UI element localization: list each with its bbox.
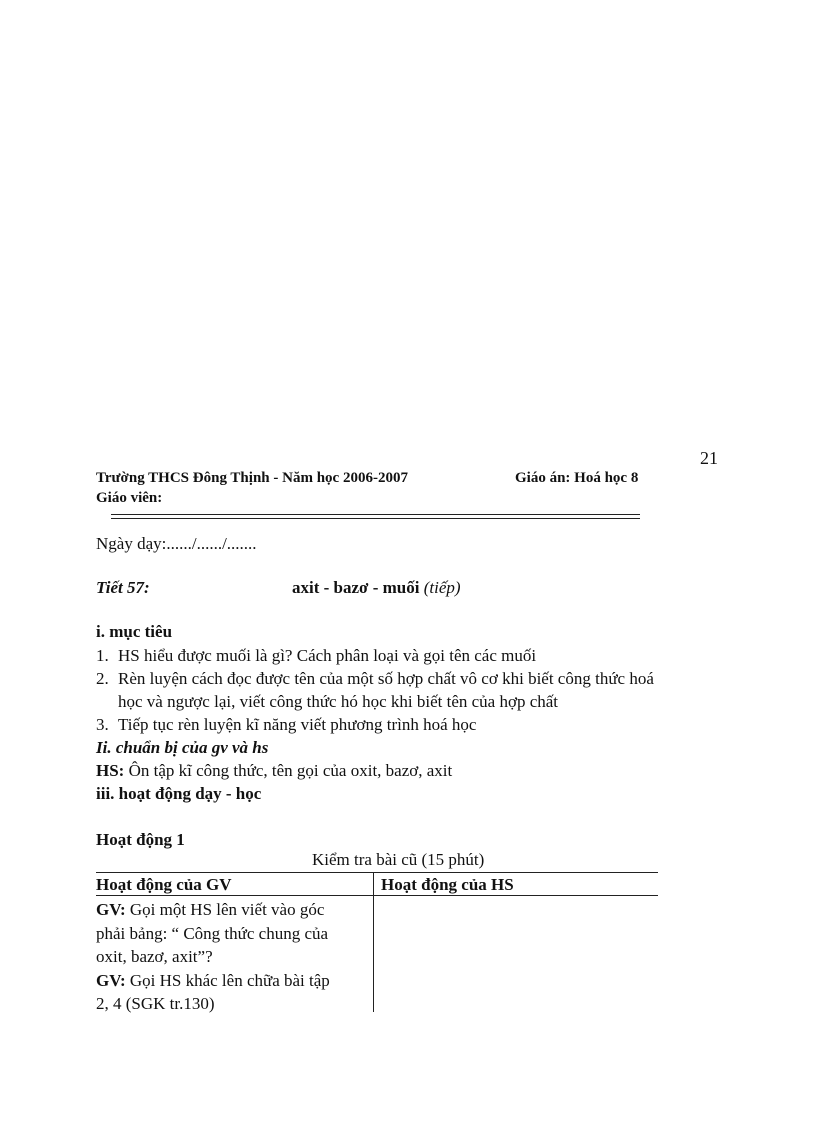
header-teacher: Giáo viên: bbox=[96, 490, 163, 506]
objective-text: Tiếp tục rèn luyện kĩ năng viết phương trình hoá học bbox=[118, 715, 477, 734]
section-preparation-heading: Ii. chuẩn bị của gv và hs bbox=[96, 738, 269, 757]
table-column-divider bbox=[373, 872, 374, 1012]
gv-line bbox=[96, 969, 368, 993]
gv-label: GV: bbox=[96, 970, 126, 990]
objective-text: HS hiểu được muối là gì? Cách phân loại và gọi tên các muối bbox=[118, 646, 537, 665]
gv-label: GV: bbox=[96, 900, 126, 919]
column-header-gv: Hoạt động của GV bbox=[96, 875, 232, 894]
hs-label: HS: bbox=[96, 761, 125, 780]
header-rule-top bbox=[111, 514, 640, 515]
table-top-border bbox=[96, 872, 658, 873]
lesson-subtitle: (tiếp) bbox=[423, 578, 461, 597]
objective-number: 3. bbox=[96, 715, 109, 734]
table-header-border bbox=[96, 895, 658, 896]
objective-text: Rèn luyện cách đọc được tên của một số hợp chất vô cơ khi biết công thức hoá bbox=[118, 669, 654, 688]
gv-text: Gọi một HS lên viết vào góc bbox=[125, 900, 325, 919]
section-objectives-heading: i. mục tiêu bbox=[96, 622, 173, 641]
page-number: 21 bbox=[700, 448, 718, 468]
hs-text: Ôn tập kĩ công thức, tên gọi của oxit, bazơ, axit bbox=[124, 761, 453, 780]
gv-text: Gọi HS khác lên chữa bài tập bbox=[125, 970, 330, 990]
preparation-hs bbox=[96, 761, 452, 781]
gv-line bbox=[96, 898, 368, 922]
date-line: Ngày dạy:....../....../....... bbox=[96, 534, 257, 553]
header-school: Trường THCS Đông Thịnh - Năm học 2006-2007 bbox=[96, 470, 408, 486]
objective-text: học và ngược lại, viết công thức hó học khi biết tên của hợp chất bbox=[118, 692, 559, 711]
gv-line: 2, 4 (SGK tr.130) bbox=[96, 994, 215, 1013]
gv-cell bbox=[96, 898, 368, 1016]
column-header-hs: Hoạt động của HS bbox=[381, 875, 514, 894]
table-caption: Kiểm tra bài cũ (15 phút) bbox=[312, 850, 485, 869]
lesson-title-text: axit - bazơ - muối bbox=[292, 578, 420, 597]
lesson-title bbox=[292, 578, 461, 598]
objective-number: 1. bbox=[96, 646, 109, 665]
gv-line: phải bảng: “ Công thức chung của bbox=[96, 923, 329, 943]
header-rule-bottom bbox=[111, 518, 640, 519]
header-subject: Giáo án: Hoá học 8 bbox=[515, 470, 639, 486]
section-activities-heading: iii. hoạt động dạy - học bbox=[96, 784, 262, 803]
gv-line: oxit, bazơ, axit”? bbox=[96, 947, 213, 966]
objective-number: 2. bbox=[96, 669, 109, 688]
lesson-number: Tiết 57: bbox=[96, 578, 150, 597]
activity-title: Hoạt động 1 bbox=[96, 830, 185, 849]
